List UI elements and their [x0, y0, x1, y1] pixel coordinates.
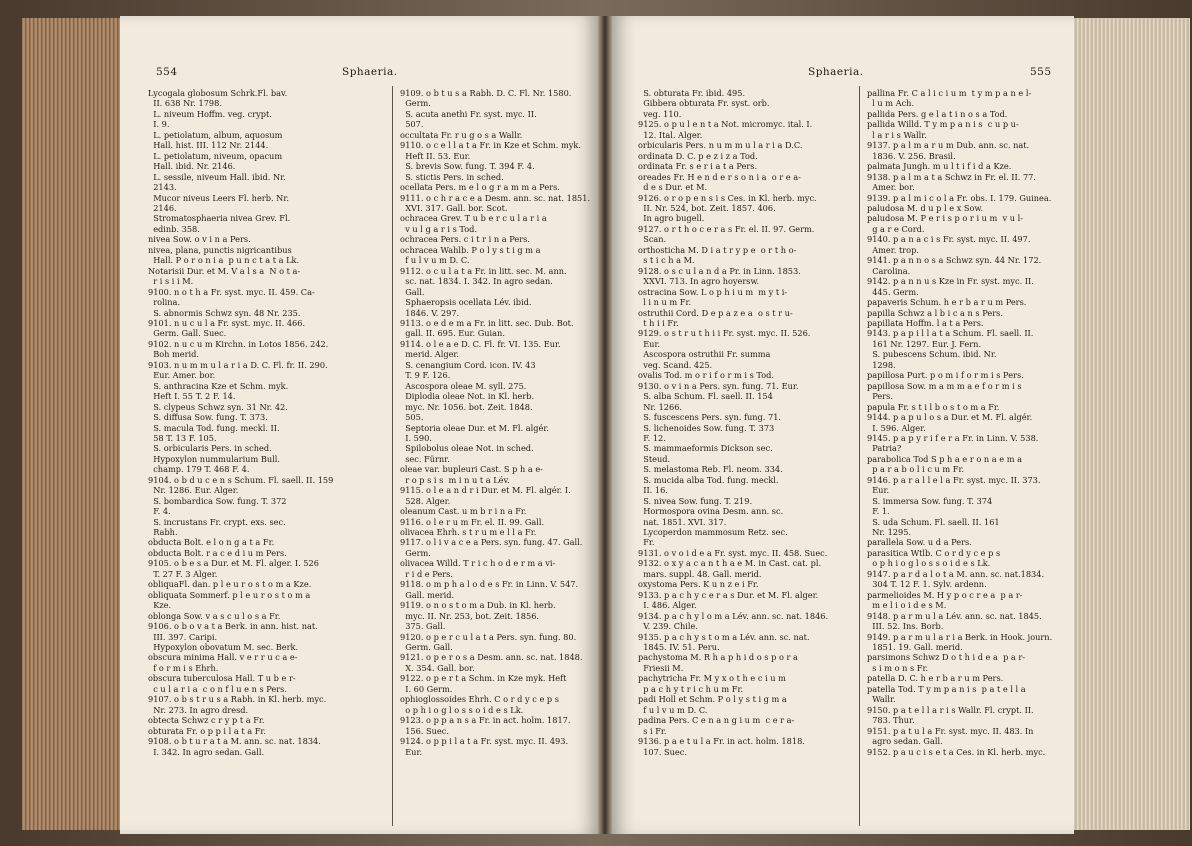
entry-line: F. 4. [148, 506, 171, 517]
entry-line: II. 16. [638, 485, 668, 496]
entry-line: S. mammaeformis Dickson sec. [638, 443, 773, 454]
entry-line: 9107. o b s t r u s a Rabh. in Kl. herb. myc. [148, 694, 327, 705]
entry-line: nivea, plana, punctis nigricantibus [148, 244, 292, 255]
entry-line: o p h i o g l o s s o i d e s Lk. [400, 704, 524, 715]
entry-line: 9127. o r t h o c e r a s Fr. el. II. 97. Germ. [638, 223, 815, 234]
entry-line: v u l g a r i s Tod. [400, 223, 477, 234]
entry-line: XXVI. 713. In agro hoyersw. [638, 276, 760, 287]
entry-line: L. petiolatum, niveum, opacum [148, 150, 283, 161]
entry-line: 1298. [867, 359, 896, 370]
entry-line: papilla Schwz a l b i c a n s Pers. [867, 307, 1003, 318]
entry-line: 2146. [148, 202, 177, 213]
entry-line: papillosa Purt. p o m i f o r m i s Pers. [867, 370, 1024, 381]
entry-line: S. abnormis Schwz syn. 48 Nr. 235. [148, 307, 301, 318]
entry-line: ocellata Pers. m e l o g r a m m a Pers. [400, 182, 560, 193]
entry-line: 9128. o s c u l a n d a Pr. in Linn. 1853. [638, 265, 801, 276]
entry-line: ovalis Tod. m o r i f o r m i s Tod. [638, 370, 774, 381]
entry-line: obducta Bolt. e l o n g a t a Fr. [148, 537, 275, 548]
entry-line: S. bombardica Sow. fung. T. 372 [148, 495, 287, 506]
entry-line: s i m o n s Fr. [867, 662, 929, 673]
entry-line: patella D. C. h e r b a r u m Pers. [867, 673, 1004, 684]
column-rule-right [859, 86, 860, 826]
entry-line: 9149. p a r m u l a r i a Berk. in Hook. journ. [867, 631, 1053, 642]
entry-line: Ascospora oleae M. syll. 275. [400, 380, 527, 391]
entry-line: 507. [400, 119, 424, 130]
entry-line: 1846. V. 297. [400, 307, 460, 318]
entry-line: 9144. p a p u l o s a Dur. et M. Fl. algér. [867, 412, 1033, 423]
entry-line: Germ. Gall. Suec. [148, 328, 227, 339]
entry-line: parabolica Tod S p h a e r o n a e m a [867, 453, 1022, 464]
entry-line: Hall. ibid. Nr. 2146. [148, 161, 236, 172]
right-page-edges [1070, 18, 1190, 830]
entry-line: Stromatosphaeria nivea Grev. Fl. [148, 213, 291, 224]
entry-line: f u l v u m D. C. [400, 255, 470, 266]
entry-line: Germ. Gall. [400, 642, 453, 653]
entry-line: 445. Germ. [867, 286, 919, 297]
entry-line: 9151. p a t u l a Fr. syst. myc. II. 483. In [867, 725, 1034, 736]
entry-line: Hall. P o r o n i a p u n c t a t a Lk. [148, 255, 300, 266]
entry-line: palmata Jungh. m u l t i f i d a Kze. [867, 161, 1012, 172]
entry-line: d e s Dur. et M. [638, 182, 708, 193]
entry-line: gall. II. 695. Eur. Guian. [400, 328, 505, 339]
entry-line: mars. suppl. 48. Gall. merid. [638, 568, 762, 579]
entry-line: 58 T. 13 F. 105. [148, 432, 217, 443]
entry-line: Ascospora ostruthii Fr. summa [638, 349, 771, 360]
entry-line: obliquaFl. dan. p l e u r o s t o m a Kze. [148, 579, 312, 590]
entry-line: 107. Suec. [638, 746, 687, 757]
entry-line: 528. Alger. [400, 495, 451, 506]
entry-line: nivea Sow. o v i n a Pers. [148, 234, 251, 245]
entry-line: f o r m i s Ehrh. [148, 662, 219, 673]
entry-line: parallela Sow. u d a Pers. [867, 537, 972, 548]
entry-line: T. 27 F. 3 Alger. [148, 568, 218, 579]
entry-line: 9126. o r o p e n s i s Ces. in Kl. herb. myc. [638, 192, 817, 203]
entry-line: 505. [400, 412, 424, 423]
entry-line: 9132. o x y a c a n t h a e M. in Cast. cat. pl. [638, 558, 822, 569]
entry-line: pallina Fr. C a l i c i u m t y m p a n e l- [867, 88, 1032, 98]
entry-line: obliquata Sommerf. p l e u r o s t o m a [148, 589, 311, 600]
entry-line: 375. Gall. [400, 621, 446, 632]
entry-line: Fr. [638, 537, 655, 548]
entry-line: S. clypeus Schwz syn. 31 Nr. 42. [148, 401, 288, 412]
entry-line: obducta Bolt. r a c e d i u m Pers. [148, 547, 287, 558]
entry-line: II. 638 Nr. 1798. [148, 98, 222, 109]
entry-line: 9120. o p e r c u l a t a Pers. syn. fung. 80. [400, 631, 577, 642]
entry-line: XVI. 317. Gall. bor. Scot. [400, 202, 508, 213]
entry-line: Gibbera obturata Fr. syst. orb. [638, 98, 770, 109]
entry-line: 9142. p a n n u s Kze in Fr. syst. myc. II. [867, 276, 1034, 287]
entry-line: Wallr. [867, 694, 896, 705]
entry-line: 9138. p a l m a t a Schwz in Fr. el. II. 77. [867, 171, 1036, 182]
entry-line: Nr. 273. In agro dresd. [148, 704, 249, 715]
left-page-edges [22, 18, 132, 830]
entry-line: Heft II. 53. Eur. [400, 150, 471, 161]
entry-line: s i Fr. [638, 725, 667, 736]
entry-line: parmelioides M. H y p o c r e a p a r- [867, 589, 1023, 600]
entry-line: papillata Hoffm. l a t a Pers. [867, 317, 984, 328]
entry-line: 12. Ital. Alger. [638, 129, 703, 140]
entry-line: 9104. o b d u c e n s Schum. Fl. saell. II. 159 [148, 474, 334, 485]
entry-line: 161 Nr. 1297. Eur. J. Fern. [867, 338, 982, 349]
entry-line: 156. Suec. [400, 725, 449, 736]
entry-line: olivacea Ehrh. s t r u m e l l a Fr. [400, 527, 537, 538]
page-number-right: 555 [1030, 66, 1052, 78]
entry-line: 1836. V. 256. Brasil. [867, 150, 956, 161]
entry-line: champ. 179 T. 468 F. 4. [148, 464, 250, 475]
entry-line: ostracina Sow. L o p h i u m m y t i- [638, 286, 788, 297]
entry-line: S. orbicularis Pers. in sched. [148, 443, 272, 454]
entry-line: Lycogala globosum Schrk.Fl. bav. [148, 88, 288, 98]
entry-line: oleanum Cast. u m b r i n a Fr. [400, 506, 527, 517]
entry-line: ostruthii Cord. D e p a z e a o s t r u- [638, 307, 793, 318]
entry-line: edinb. 358. [148, 223, 200, 234]
entry-line: obtecta Schwz c r y p t a Fr. [148, 715, 265, 726]
entry-line: ordinata D. C. p e z i z a Tod. [638, 150, 758, 161]
entry-line: Boh merid. [148, 349, 200, 360]
entry-line: 9106. o b o v a t a Berk. in ann. hist. nat. [148, 621, 318, 632]
entry-line: veg. Scand. 425. [638, 359, 713, 370]
entry-line: ochracea Grev. T u b e r c u l a r i a [400, 213, 547, 224]
entry-line: 9131. o v o i d e a Fr. syst. myc. II. 458. Suec. [638, 547, 828, 558]
entry-line: I. 486. Alger. [638, 600, 697, 611]
entry-line: Amer. trop. [867, 244, 919, 255]
entry-line: III. 52. Ins. Borb. [867, 621, 944, 632]
right-column-b [867, 88, 1067, 757]
entry-line: r i s i i M. [148, 276, 194, 287]
entry-line: L. sessile, niveum Hall. ibid. Nr. [148, 171, 286, 182]
entry-line: S. lichenoides Sow. fung. T. 373 [638, 422, 775, 433]
entry-line: l a r i s Wallr. [867, 129, 927, 140]
entry-line: 9100. n o t h a Fr. syst. myc. II. 459. Ca- [148, 286, 315, 297]
entry-line: S. melastoma Reb. Fl. neom. 334. [638, 464, 783, 475]
entry-line: Friesii M. [638, 662, 684, 673]
entry-line: S. macula Tod. fung. meckl. II. [148, 422, 280, 433]
entry-line: 9109. o b t u s a Rabh. D. C. Fl. Nr. 1580. [400, 88, 572, 98]
entry-line: Pers. [867, 391, 893, 402]
entry-line: Mucor niveus Leers Fl. herb. Nr. [148, 192, 289, 203]
entry-line: l u m Ach. [867, 98, 915, 109]
entry-line: patella Tod. T y m p a n i s p a t e l l a [867, 683, 1026, 694]
entry-line: orthosticha M. D i a t r y p e o r t h o- [638, 244, 797, 255]
entry-line: 9135. p a c h y s t o m a Lév. ann. sc. nat. [638, 631, 810, 642]
entry-line: 9122. o p e r t a Schm. in Kze myk. Heft [400, 673, 567, 684]
entry-line: 9125. o p u l e n t a Not. micromyc. ital. I. [638, 119, 813, 130]
entry-line: l i n u m Fr. [638, 297, 692, 308]
entry-line: ochracea Wahlb. P o l y s t i g m a [400, 244, 541, 255]
entry-line: 9139. p a l m i c o l a Fr. obs. I. 179. Guinea. [867, 192, 1052, 203]
entry-line: 9117. o l i v a c e a Pers. syn. fung. 47. Gall. [400, 537, 583, 548]
entry-line: Eur. [867, 485, 890, 496]
entry-line: veg. 110. [638, 108, 682, 119]
entry-line: p a r a b o l i c u m Fr. [867, 464, 965, 475]
entry-line: 9114. o l e a e D. C. Fl. fr. VI. 135. Eur. [400, 338, 561, 349]
entry-line: S. nivea Sow. fung. T. 219. [638, 495, 753, 506]
entry-line: oreades Fr. H e n d e r s o n i a o r e a- [638, 171, 801, 182]
entry-line: Gall. [400, 286, 425, 297]
entry-line: ochracea Pers. c i t r i n a Pers. [400, 234, 530, 245]
entry-line: Eur. [400, 746, 423, 757]
entry-line: Notarisii Dur. et M. V a l s a N o t a- [148, 265, 301, 276]
entry-line: Rabh. [148, 527, 178, 538]
entry-line: pallida Willd. T y m p a n i s c u p u- [867, 119, 1019, 130]
entry-line: 9112. o c u l a t a Fr. in litt. sec. M. ann. [400, 265, 567, 276]
entry-line: I. 342. In agro sedan. Gall. [148, 746, 265, 757]
entry-line: merid. Alger. [400, 349, 460, 360]
entry-line: 783. Thur. [867, 715, 915, 726]
entry-line: Diplodia oleae Not. in Kl. herb. [400, 391, 535, 402]
entry-line: 9134. p a c h y l o m a Lév. ann. sc. nat. 1846. [638, 610, 829, 621]
entry-line: obturata Fr. o p p i l a t a Fr. [148, 725, 267, 736]
entry-line: t h i i Fr. [638, 317, 679, 328]
entry-line: 9118. o m p h a l o d e s Fr. in Linn. V. 547. [400, 579, 579, 590]
entry-line: T. 9 F. 126. [400, 370, 451, 381]
entry-line: ordinata Fr. s e r i a t a Pers. [638, 161, 758, 172]
entry-line: 9140. p a n a c i s Fr. syst. myc. II. 497. [867, 234, 1031, 245]
entry-line: Nr. 1266. [638, 401, 683, 412]
entry-line: 9143. p a p i l l a t a Schum. Fl. saell. II. [867, 328, 1034, 339]
entry-line: 9116. o l e r u m Fr. el. II. 99. Gall. [400, 516, 545, 527]
entry-line: V. 239. Chile. [638, 621, 698, 632]
entry-line: Nr. 1286. Eur. Alger. [148, 485, 239, 496]
entry-line: p a c h y t r i c h u m Fr. [638, 683, 744, 694]
entry-line: 9119. o n o s t o m a Dub. in Kl. herb. [400, 600, 556, 611]
book-gutter [598, 16, 612, 834]
entry-line: Germ. [400, 547, 431, 558]
entry-line: pachytricha Fr. M y x o t h e c i u m [638, 673, 786, 684]
page-number-left: 554 [156, 66, 178, 78]
entry-line: Scan. [638, 234, 667, 245]
entry-line: Carolina. [867, 265, 911, 276]
entry-line: obscura minima Hall. v e r r u c a e- [148, 652, 298, 663]
entry-line: r i d e Pers. [400, 568, 453, 579]
entry-line: In agro bugell. [638, 213, 705, 224]
entry-line: 9124. o p p i l a t a Fr. syst. myc. II. 493. [400, 736, 569, 747]
entry-line: F. 1. [867, 506, 890, 517]
entry-line: pallida Pers. g e l a t i n o s a Tod. [867, 108, 1008, 119]
entry-line: 9113. o e d e m a Fr. in litt. sec. Dub. Bot. [400, 317, 574, 328]
entry-line: 9111. o c h r a c e a Desm. ann. sc. nat. 1851. [400, 192, 591, 203]
entry-line: ophioglossoides Ehrh. C o r d y c e p s [400, 694, 559, 705]
entry-line: pachystoma M. R h a p h i d o s p o r a [638, 652, 798, 663]
left-column-b [400, 88, 592, 757]
entry-line: III. 397. Caripi. [148, 631, 218, 642]
entry-line: I. 9. [148, 119, 170, 130]
entry-line: r o p s i s m i n u t a Lév. [400, 474, 510, 485]
entry-line: 9121. o p e r o s a Desm. ann. sc. nat. 1848. [400, 652, 583, 663]
entry-line: 304 T. 12 F. 1. Sylv. ardenn. [867, 579, 987, 590]
entry-line: Germ. [400, 98, 431, 109]
entry-line: L. niveum Hoffm. veg. crypt. [148, 108, 272, 119]
entry-line: 9102. n u c u m Kirchn. in Lotos 1856. 242. [148, 338, 329, 349]
entry-line: myc. II. Nr. 253, bot. Zeit. 1856. [400, 610, 540, 621]
entry-line: oleae var. bupleuri Cast. S p h a e- [400, 464, 543, 475]
entry-line: I. 590. [400, 432, 432, 443]
entry-line: S. immersa Sow. fung. T. 374 [867, 495, 993, 506]
running-head-left: Sphaeria. [342, 66, 398, 78]
entry-line: 2143. [148, 182, 177, 193]
entry-line: oblonga Sow. v a s c u l o s a Fr. [148, 610, 281, 621]
entry-line: Gall. merid. [400, 589, 455, 600]
entry-line: S. diffusa Sow. fung. T. 373. [148, 412, 268, 423]
entry-line: obscura tuberculosa Hall. T u b e r- [148, 673, 296, 684]
entry-line: nat. 1851. XVI. 317. [638, 516, 727, 527]
entry-line: paludosa M. P e r i s p o r i u m v u l- [867, 213, 1024, 224]
entry-line: Hypoxylon nummularium Bull. [148, 453, 280, 464]
entry-line: sec. Fürnr. [400, 453, 450, 464]
entry-line: 9141. p a n n o s a Schwz syn. 44 Nr. 172. [867, 255, 1042, 266]
entry-line: Hall. hist. III. 112 Nr. 2144. [148, 140, 269, 151]
entry-line: I. 596. Alger. [867, 422, 926, 433]
entry-line: o p h i o g l o s s o i d e s Lk. [867, 558, 991, 569]
entry-line: Kze. [148, 600, 172, 611]
entry-line: Spilobolus oleae Not. in sched. [400, 443, 534, 454]
right-column-a [638, 88, 860, 757]
entry-line: rolina. [148, 297, 181, 308]
entry-line: Hypoxylon obovatum M. sec. Berk. [148, 642, 299, 653]
entry-line: padi Holl et Schm. P o l y s t i g m a [638, 694, 787, 705]
entry-line: 1845. IV. 51. Peru. [638, 642, 720, 653]
entry-line: S. fuscescens Pers. syn. fung. 71. [638, 412, 782, 423]
entry-line: g a r e Cord. [867, 223, 925, 234]
entry-line: occultata Fr. r u g o s a Wallr. [400, 129, 523, 140]
entry-line: padina Pers. C e n a n g i u m c e r a- [638, 715, 795, 726]
entry-line: I. 60 Germ. [400, 683, 453, 694]
entry-line: Steud. [638, 453, 671, 464]
entry-line: paludosa M. d u p l e x Sow. [867, 202, 984, 213]
entry-line: Sphaeropsis ocellata Lév. ibid. [400, 297, 532, 308]
entry-line: 9148. p a r m u l a Lév. ann. sc. nat. 1845. [867, 610, 1042, 621]
entry-line: 9147. p a r d a l o t a M. ann. sc. nat.1834. [867, 568, 1045, 579]
entry-line: 9129. o s t r u t h i i Fr. syst. myc. II. 526. [638, 328, 811, 339]
entry-line: f u l v u m D. C. [638, 704, 708, 715]
entry-line: 9137. p a l m a r u m Dub. ann. sc. nat. [867, 140, 1030, 151]
entry-line: 9123. o p p a n s a Fr. in act. holm. 1817. [400, 715, 571, 726]
entry-line: 9115. o l e a n d r i Dur. et M. Fl. algér. I. [400, 485, 571, 496]
right-page [612, 16, 1074, 834]
entry-line: Eur. [638, 338, 661, 349]
entry-line: S. anthracina Kze et Schm. myk. [148, 380, 289, 391]
entry-line: s t i c h a M. [638, 255, 695, 266]
entry-line: Hormospora ovina Desm. ann. sc. [638, 506, 784, 517]
entry-line: S. acuta anethi Fr. syst. myc. II. [400, 108, 537, 119]
left-page [120, 16, 598, 834]
entry-line: L. petiolatum, album, aquosum [148, 129, 283, 140]
entry-line: S. pubescens Schum. ibid. Nr. [867, 349, 997, 360]
entry-line: 9136. p a e t u l a Fr. in act. holm. 1818. [638, 736, 805, 747]
entry-line: Patria? [867, 443, 902, 454]
entry-line: S. cenangium Cord. icon. IV. 43 [400, 359, 536, 370]
entry-line: orbicularis Pers. n u m m u l a r i a D.C. [638, 140, 803, 151]
entry-line: Amer. bor. [867, 182, 915, 193]
running-head-right: Sphaeria. [808, 66, 864, 78]
entry-line: 9152. p a u c i s e t a Ces. in Kl. herb. myc. [867, 746, 1046, 757]
entry-line: parasitica Wtlb. C o r d y c e p s [867, 547, 1001, 558]
entry-line: parsimons Schwz D o t h i d e a p a r- [867, 652, 1026, 663]
entry-line: 9103. n u m m u l a r i a D. C. Fl. fr. II. 290. [148, 359, 328, 370]
entry-line: 9145. p a p y r i f e r a Fr. in Linn. V. 538. [867, 432, 1039, 443]
entry-line: 9133. p a c h y c e r a s Dur. et M. Fl. alger. [638, 589, 819, 600]
entry-line: X. 354. Gall. bor. [400, 662, 475, 673]
entry-line: II. Nr. 524, bot. Zeit. 1857. 406. [638, 202, 776, 213]
entry-line: S. incrustans Fr. crypt. exs. sec. [148, 516, 286, 527]
entry-line: S. alba Schum. Fl. saell. II. 154 [638, 391, 773, 402]
entry-line: Heft I. 55 T. 2 F. 14. [148, 391, 236, 402]
left-column-a [148, 88, 386, 757]
entry-line: 1851. 19. Gall. merid. [867, 642, 963, 653]
entry-line: S. uda Schum. Fl. saell. II. 161 [867, 516, 1000, 527]
entry-line: S. obturata Fr. ibid. 495. [638, 88, 746, 98]
entry-line: 9105. o b e s a Dur. et M. Fl. alger. I. 526 [148, 558, 319, 569]
entry-line: m e l i o i d e s M. [867, 600, 947, 611]
entry-line: Lycoperdon mammosum Retz. sec. [638, 527, 788, 538]
entry-line: Septoria oleae Dur. et M. Fl. algér. [400, 422, 549, 433]
entry-line: agro sedan. Gall. [867, 736, 943, 747]
entry-line: Eur. Amer. bor. [148, 370, 216, 381]
entry-line: 9130. o v i n a Pers. syn. fung. 71. Eur. [638, 380, 799, 391]
entry-line: S. stictis Pers. in sched. [400, 171, 504, 182]
entry-line: 9108. o b t u r a t a M. ann. sc. nat. 1834. [148, 736, 321, 747]
column-rule-left [392, 86, 393, 826]
entry-line: 9150. p a t e l l a r i s Wallr. Fl. crypt. II. [867, 704, 1034, 715]
entry-line: S. mucida alba Tod. fung. meckl. [638, 474, 779, 485]
entry-line: F. 12. [638, 432, 666, 443]
entry-line: oxystoma Pers. K u n z e i Fr. [638, 579, 759, 590]
entry-line: papillosa Sow. m a m m a e f o r m i s [867, 380, 1022, 391]
entry-line: papaveris Schum. h e r b a r u m Pers. [867, 297, 1027, 308]
entry-line: 9110. o c e l l a t a Fr. in Kze et Schm. myk. [400, 140, 581, 151]
entry-line: S. brevis Sow. fung. T. 394 F. 4. [400, 161, 535, 172]
entry-line: 9146. p a r a l l e l a Fr. syst. myc. II. 373. [867, 474, 1041, 485]
entry-line: sc. nat. 1834. I. 342. In agro sedan. [400, 276, 553, 287]
entry-line: myc. Nr. 1056. bot. Zeit. 1848. [400, 401, 533, 412]
entry-line: Nr. 1295. [867, 527, 912, 538]
entry-line: c u l a r i a c o n f l u e n s Pers. [148, 683, 287, 694]
entry-line: olivacea Willd. T r i c h o d e r m a vi- [400, 558, 556, 569]
entry-line: papula Fr. s t i l b o s t o m a Fr. [867, 401, 1000, 412]
entry-line: 9101. n u c u l a Fr. syst. myc. II. 466. [148, 317, 306, 328]
